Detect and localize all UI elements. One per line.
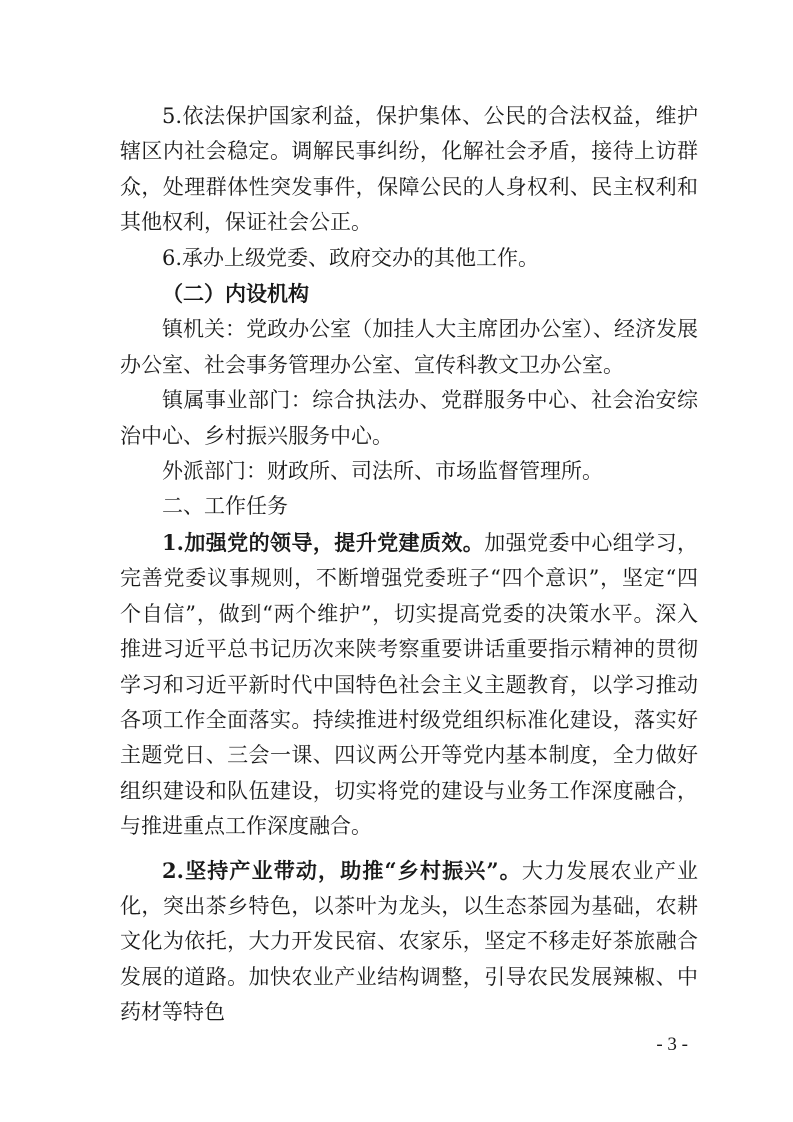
paragraph-affiliated-units — [120, 383, 698, 454]
paragraph-task-1 — [120, 525, 698, 845]
paragraph-text: 外派部门：财政所、司法所、市场监督管理所。 — [162, 459, 603, 484]
section-heading-work-tasks — [120, 489, 698, 524]
paragraph-text: 6.承办上级党委、政府交办的其他工作。 — [162, 245, 540, 270]
section-heading-text: 二、工作任务 — [162, 494, 288, 519]
section-heading-internal-bodies — [120, 276, 698, 312]
page-number: - 3 - — [656, 1034, 688, 1055]
document-body — [120, 99, 698, 1031]
section-heading-text: （二）内设机构 — [162, 281, 309, 307]
paragraph-town-offices — [120, 312, 698, 383]
paragraph-duty-6 — [120, 241, 698, 276]
task-lead-text: 1.加强党的领导，提升党建质效。 — [162, 529, 485, 555]
paragraph-text: 5.依法保护国家利益，保护集体、公民的合法权益，维护辖区内社会稳定。调解民事纠纷，化解社会矛盾，接待上访群众，处理群体性突发事件，保障公民的人身权利、民主权利和其他权利，保证社会公正。 — [120, 104, 698, 235]
paragraph-text: 大力发展农业产业化，突出茶乡特色，以茶叶为龙头，以生态茶园为基础，农耕文化为依托，大力开发民宿、农家乐，坚定不移走好茶旅融合发展的道路。加快农业产业结构调整，引导农民发展辣椒、中药材等特色 — [120, 858, 698, 1025]
paragraph-text: 镇机关：党政办公室（加挂人大主席团办公室）、经济发展办公室、社会事务管理办公室、宣传科教文卫办公室。 — [120, 317, 698, 377]
paragraph-text: 镇属事业部门：综合执法办、党群服务中心、社会治安综治中心、乡村振兴服务中心。 — [120, 388, 698, 448]
paragraph-dispatched-departments — [120, 454, 698, 489]
paragraph-duty-5 — [120, 99, 698, 241]
paragraph-task-2 — [120, 853, 698, 1031]
task-lead-text: 2.坚持产业带动，助推“乡村振兴”。 — [162, 857, 522, 883]
paragraph-text: 加强党委中心组学习，完善党委议事规则，不断增强党委班子“四个意识”，坚定“四个自信”，做到“两个维护”，切实提高党委的决策水平。深入推进习近平总书记历次来陕考察重要讲话重要指示精神的贯彻学习和习近平新时代中国特色社会主义主题教育，以学习推动各项工作全面落实。持续推进村级党组织标准化建设，落实好主题党日、三会一课、四议两公开等党内基本制度，全力做好组织建设和队伍建设，切实将党的建设与业务工作深度融合，与推进重点工作深度融合。 — [120, 530, 699, 839]
